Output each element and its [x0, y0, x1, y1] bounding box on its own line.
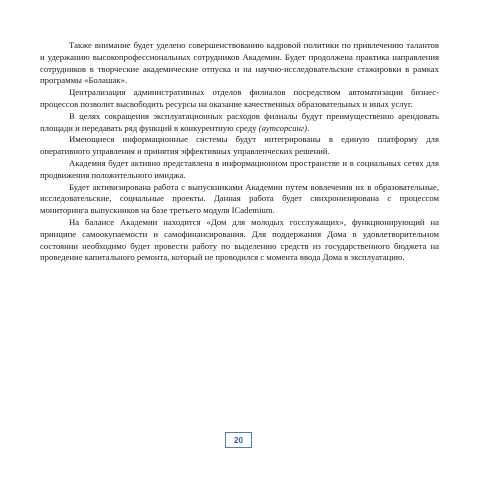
body-text: [40, 40, 439, 264]
paragraph-centralization: [40, 87, 439, 111]
paragraph-text: Будет активизирована работа с выпускниками Академии путем вовлечения их в образовательные, исследовательские, социальные проекты. Данная работа будет синхронизирована с процессом мониторинга выпускников на базе третьего модуля ICademium.: [40, 181, 439, 216]
paragraph-text: Академия будет активно представлена в информационном пространстве и в социальных сетях для продвижения положительного имиджа.: [40, 157, 439, 180]
paragraph-text: В целях сокращения эксплуатационных расходов филиалы будут преимущественно арендовать площади и передавать ряд функций в конкурентную среду: [40, 110, 439, 133]
paragraph-text: Имеющиеся информационные системы будут интегрированы в единую платформу для оперативного управления и принятия эффективных управленческих решений.: [40, 134, 439, 157]
paragraph-text: Централизация административных отделов филиалов посредством автоматизации бизнес-процессов позволит высвободить ресурсы на оказание качественных образовательных и иных услуг.: [40, 87, 439, 109]
paragraph-dormitory: [40, 217, 439, 264]
paragraph-information-systems: [40, 134, 439, 158]
paragraph-hr-policy: [40, 40, 439, 87]
paragraph-tail: .: [307, 122, 310, 133]
paragraph-social-media: [40, 158, 439, 182]
page-number: 20: [234, 435, 243, 445]
paragraph-text: На балансе Академии находится «Дом для молодых госслужащих», функционирующий на принципе самоокупаемости и самофинансирования. Для поддержания Дома в удовлетворительном состоянии необходимо будет провести работу по выделению средств из государственного бюджета на проведение капитального ремонта, который не проводился с момента ввода Дома в эксплуатацию.: [40, 216, 439, 263]
page-number-box: [225, 432, 252, 448]
paragraph-text: Также внимание будет уделено совершенствованию кадровой политики по привлечению талантов и удержанию высокопрофессиональных сотрудников Академии. Будет продолжена практика направления сотрудников в творческие академические отпуска и на научно-исследовательские стажировки в рамках программы «Болашак».: [40, 40, 439, 86]
paragraph-alumni: [40, 182, 439, 217]
paragraph-cost-reduction: [40, 111, 439, 135]
paragraph-emphasis: (аутсорсинг): [258, 122, 308, 133]
